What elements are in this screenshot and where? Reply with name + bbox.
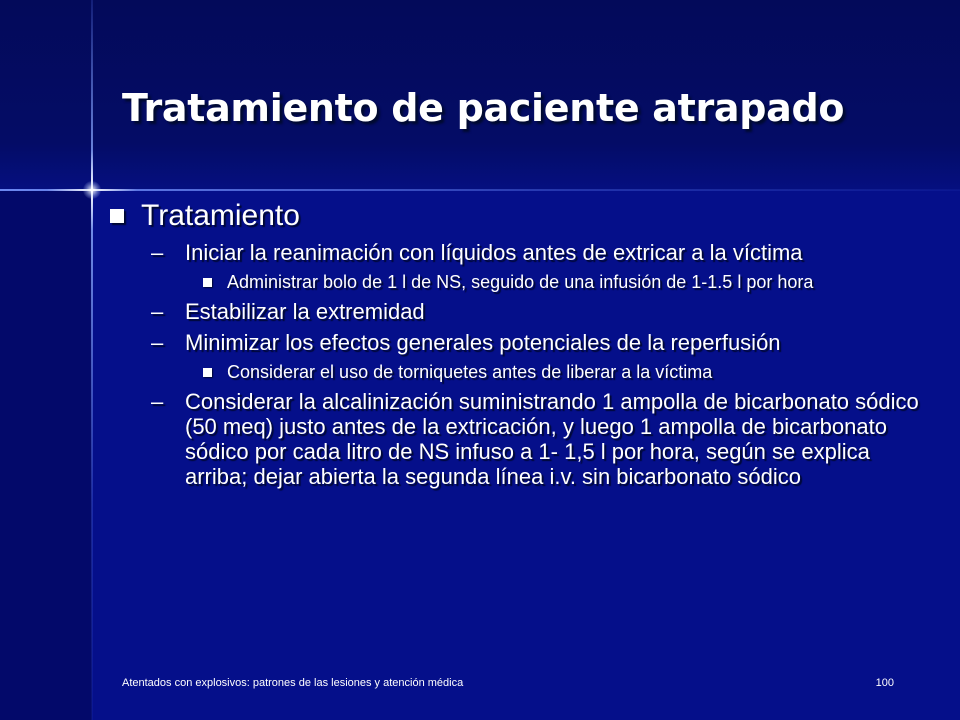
list-item <box>151 299 938 324</box>
list-item-text: Considerar la alcalinización suministrando 1 ampolla de bicarbonato sódico (50 meq) justo antes de la extricación, y luego 1 ampolla de bicarbonato sódico por cada litro de NS infuso a 1- 1,5 l por hora, según se explica arriba; dejar abierta la segunda línea i.v. sin bicarbonato sódico <box>185 389 919 489</box>
dash-bullet: – <box>151 299 164 324</box>
dash-bullet: – <box>151 240 164 265</box>
list-item <box>151 330 938 355</box>
page-number: 100 <box>875 677 894 689</box>
square-bullet-icon <box>110 209 124 223</box>
list-item-text: Iniciar la reanimación con líquidos antes de extricar a la víctima <box>185 240 803 265</box>
list-item-text: Estabilizar la extremidad <box>185 299 425 324</box>
sub-list-item-text: Considerar el uso de torniquetes antes de liberar a la víctima <box>227 362 713 382</box>
sub-list-item <box>203 272 938 293</box>
list-item-text: Minimizar los efectos generales potenciales de la reperfusión <box>185 330 781 355</box>
vertical-rule <box>91 0 93 720</box>
list-item <box>151 240 938 265</box>
dash-bullet: – <box>151 330 164 355</box>
bullet-text: Tratamiento <box>141 199 300 232</box>
slide-footer <box>122 676 894 690</box>
dash-bullet: – <box>151 389 164 414</box>
sub-list-item <box>203 362 938 383</box>
slide-title: Tratamiento de paciente atrapado <box>122 86 845 130</box>
bullet-level-1 <box>108 198 938 234</box>
slide-content <box>108 198 938 489</box>
square-bullet-icon <box>203 278 212 287</box>
horizontal-rule <box>0 189 960 191</box>
square-bullet-icon <box>203 368 212 377</box>
footer-text: Atentados con explosivos: patrones de las lesiones y atención médica <box>122 677 464 689</box>
sub-list-item-text: Administrar bolo de 1 l de NS, seguido de una infusión de 1-1.5 l por hora <box>227 272 814 292</box>
list-item <box>151 389 938 489</box>
